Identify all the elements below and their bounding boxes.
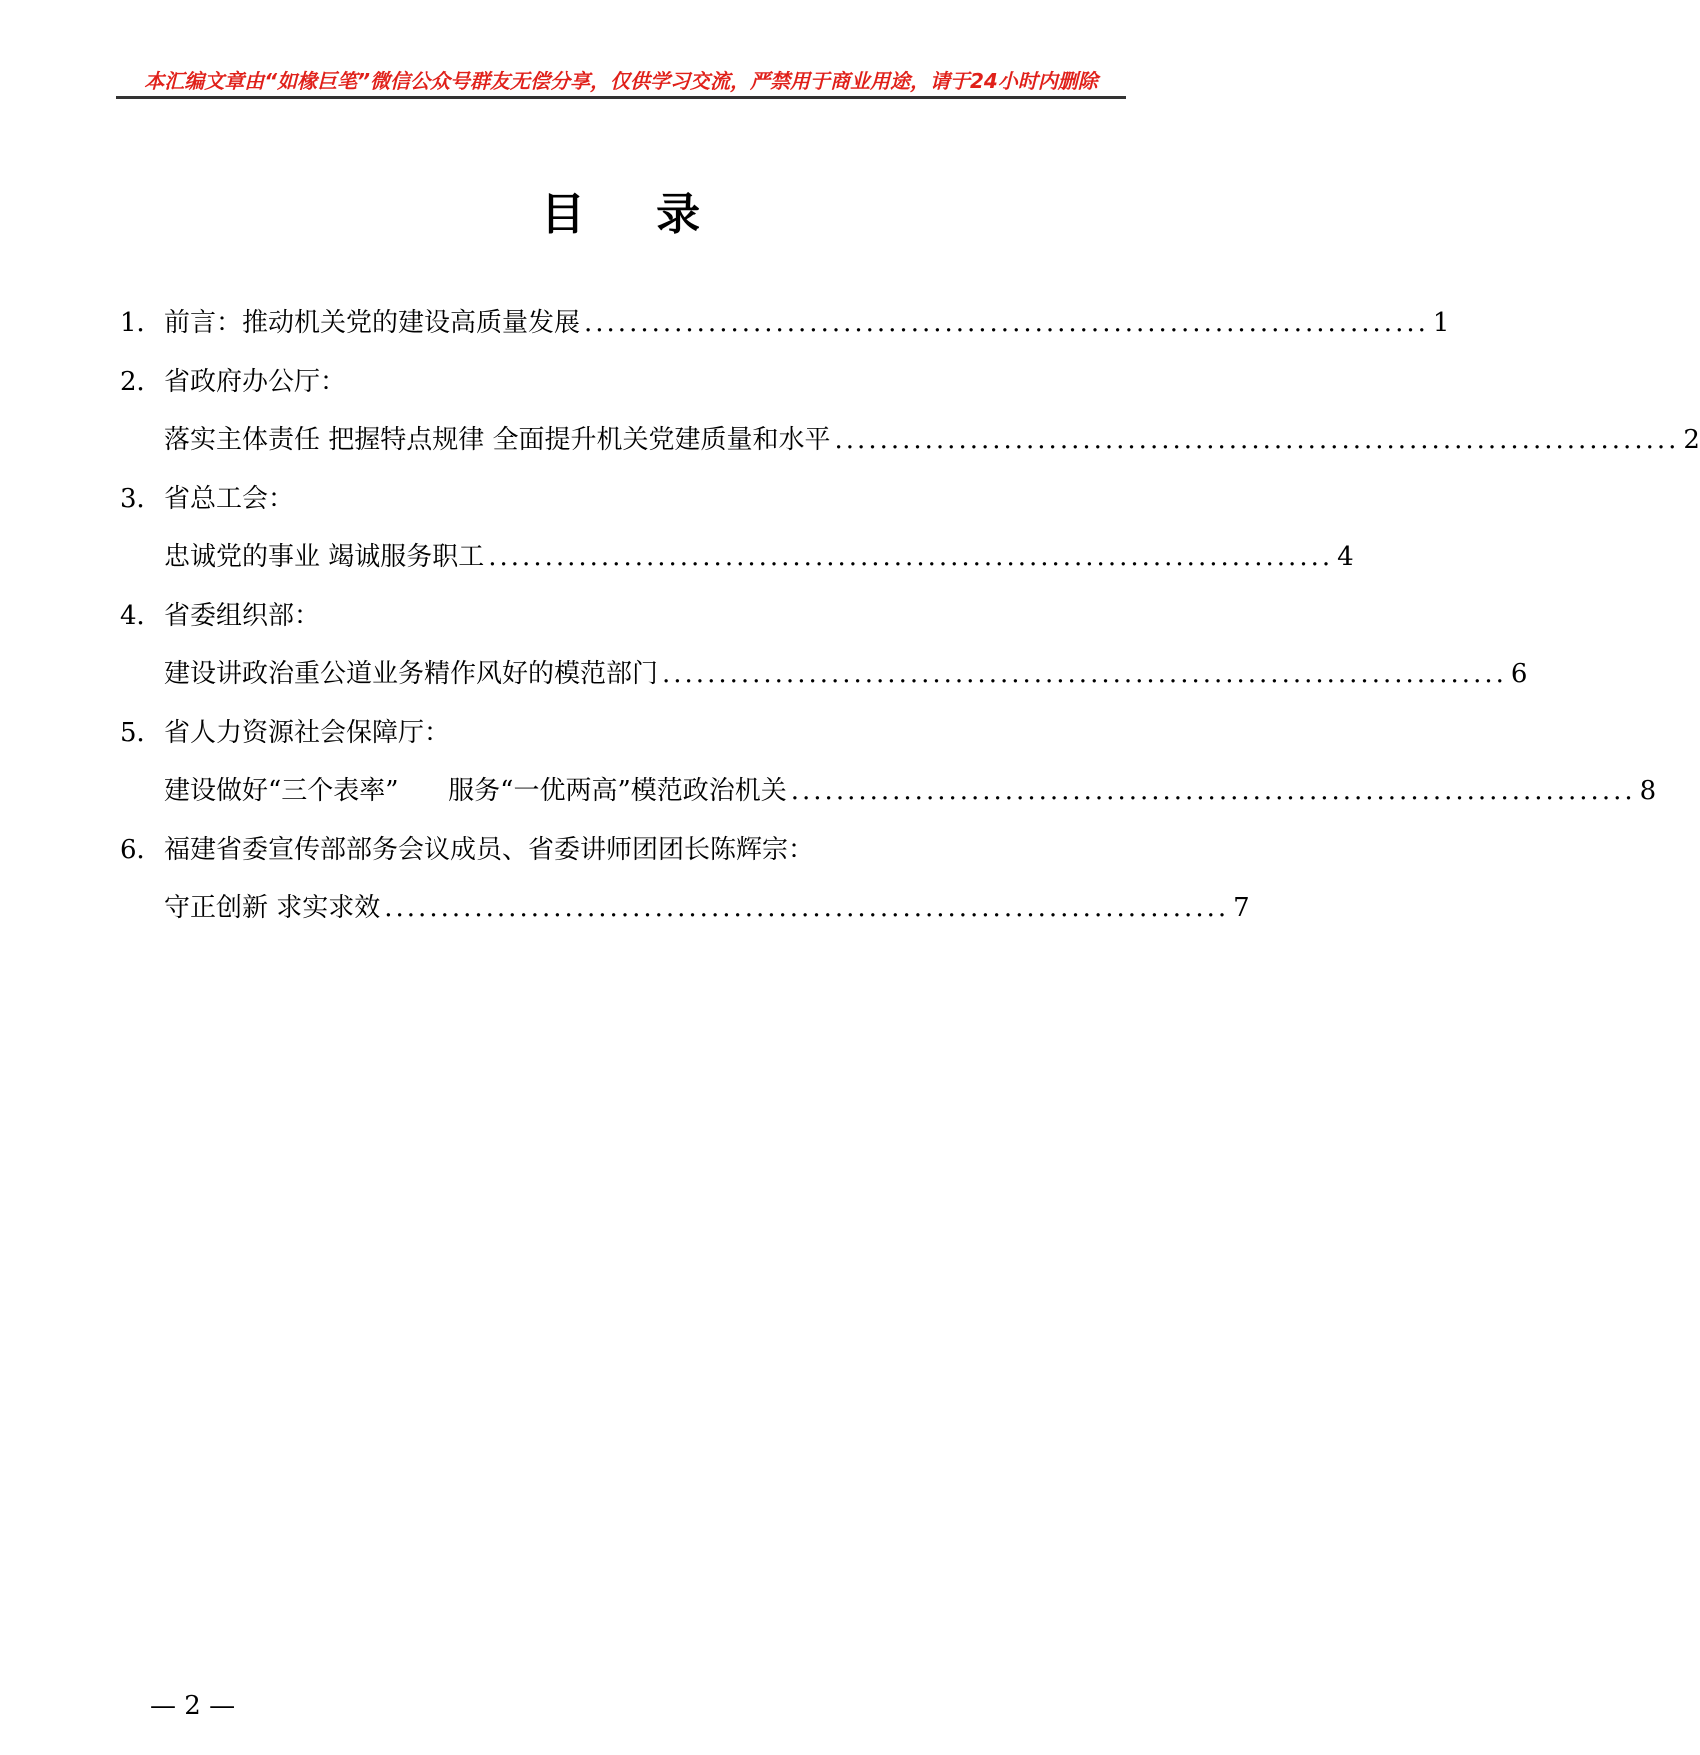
toc-page-number: 6 [1510, 659, 1528, 689]
toc-entry[interactable] [120, 598, 1126, 657]
toc-dot-leader: ........................................................................... [834, 425, 1680, 455]
toc-dot-leader: ........................................................................... [662, 659, 1507, 689]
toc-entry-title: 省人力资源社会保障厅： [164, 717, 451, 748]
toc-entry[interactable] [120, 773, 1657, 832]
toc-dot-leader: ........................................................................... [790, 776, 1636, 806]
toc-entry-number: 4． [120, 600, 163, 631]
toc-entry-title: 建设做好“三个表率” 服务“一优两高”模范政治机关 [164, 776, 787, 806]
toc-entry[interactable] [120, 364, 1126, 423]
toc-entry[interactable] [120, 481, 1126, 540]
toc-entry-number: 5． [120, 717, 163, 748]
toc-entry-number: 3． [120, 483, 163, 514]
toc-entry-title: 忠诚党的事业 竭诚服务职工 [164, 542, 485, 572]
page-title: 目 录 [540, 189, 729, 240]
toc-entry[interactable] [120, 715, 1126, 774]
toc-page-number: 8 [1639, 776, 1657, 806]
toc-entry-title: 福建省委宣传部部务会议成员、省委讲师团团长陈辉宗： [164, 834, 815, 865]
header-divider [116, 96, 1126, 99]
toc-entry-title: 落实主体责任 把握特点规律 全面提升机关党建质量和水平 [164, 425, 831, 455]
toc-entry-title: 守正创新 求实求效 [164, 893, 381, 923]
toc-entry[interactable] [120, 305, 1450, 364]
toc-entry[interactable] [120, 890, 1250, 949]
header-notice: 本汇编文章由“如椽巨笔”微信公众号群友无偿分享，仅供学习交流，严禁用于商业用途，请于24小时内删除 [144, 69, 1098, 93]
toc-page-number: 1 [1432, 308, 1450, 338]
toc-entry[interactable] [120, 656, 1528, 715]
table-of-contents [120, 305, 1700, 949]
toc-entry-title: 建设讲政治重公道业务精作风好的模范部门 [164, 659, 659, 689]
toc-entry[interactable] [120, 539, 1354, 598]
toc-entry-number: 2． [120, 366, 163, 397]
toc-entry[interactable] [120, 832, 1126, 891]
toc-page-number: 2 [1683, 425, 1700, 455]
toc-dot-leader: ........................................................................... [384, 893, 1230, 923]
toc-page-number: 7 [1233, 893, 1250, 923]
toc-entry-title: 省委组织部： [164, 600, 321, 631]
toc-entry[interactable] [120, 422, 1700, 481]
toc-entry-title: 省政府办公厅： [164, 366, 347, 397]
toc-dot-leader: ........................................................................... [488, 542, 1334, 572]
toc-entry-number: 1． [120, 308, 163, 338]
toc-entry-title: 省总工会： [164, 483, 295, 514]
page-number-footer: — 2 — [150, 1691, 236, 1721]
toc-dot-leader: ........................................................................... [584, 308, 1429, 338]
toc-page-number: 4 [1337, 542, 1354, 572]
toc-entry-number: 6． [120, 834, 163, 865]
toc-entry-title: 前言：推动机关党的建设高质量发展 [164, 308, 581, 338]
